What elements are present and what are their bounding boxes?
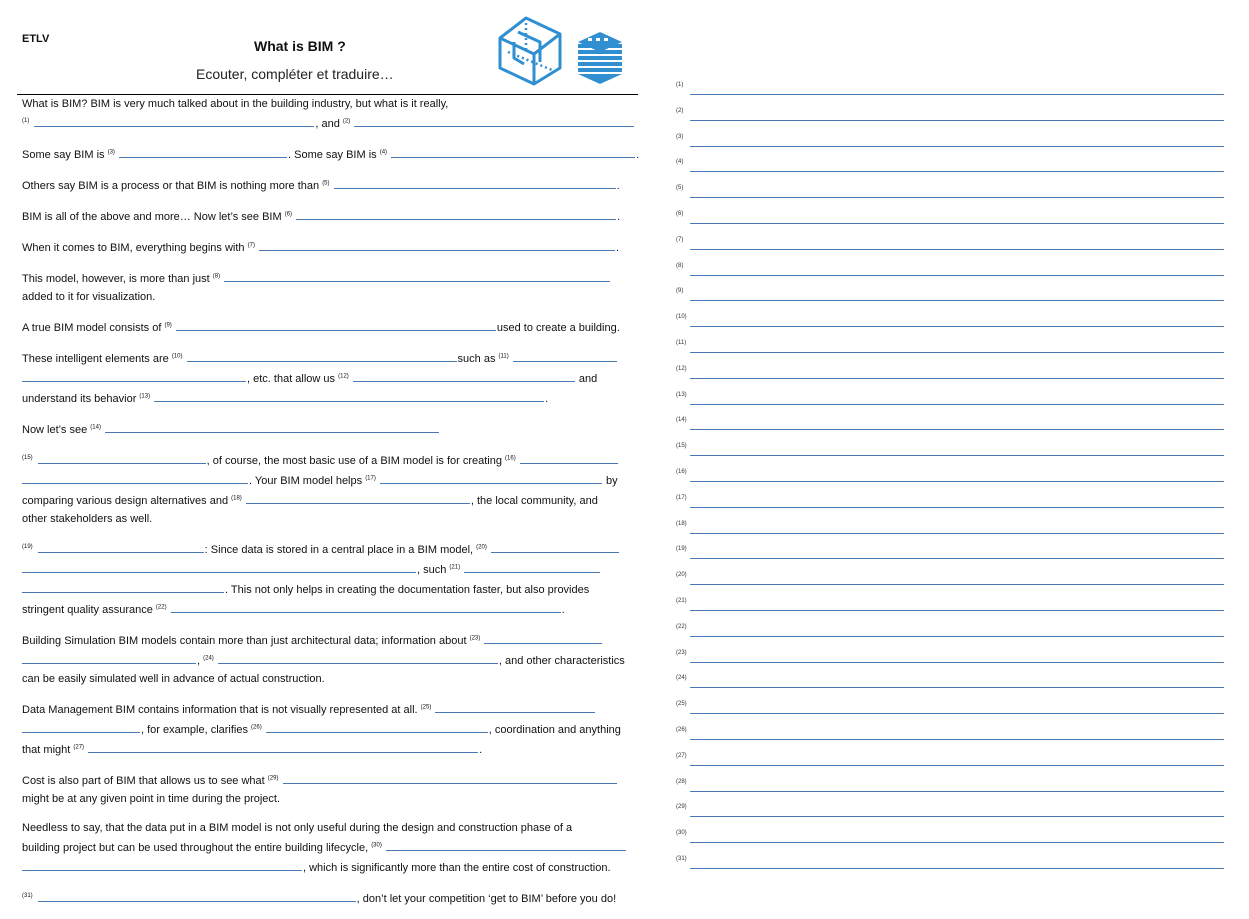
answer-row (676, 132, 1224, 158)
text: . This not only helps in creating the documentation faster, but also provides (225, 584, 590, 596)
answer-number: (30) (676, 830, 687, 837)
text: BIM is all of the above and more… Now let’s see BIM (22, 211, 282, 223)
text: and (578, 373, 598, 385)
blank-number: (14) (90, 424, 101, 431)
answer-number: (2) (676, 107, 684, 114)
paragraph-1 (22, 95, 640, 133)
answer-row (676, 261, 1224, 287)
text: What is BIM? BIM is very much talked about in the building industry, but what is it really, (22, 98, 449, 110)
blank-13[interactable] (154, 388, 544, 402)
blank-number: (22) (155, 604, 167, 611)
blank-22[interactable] (171, 599, 561, 613)
paragraph-7 (22, 317, 640, 337)
blank-10[interactable] (187, 348, 457, 362)
text: Now let’s see (22, 424, 88, 436)
paragraph-11: $^{(19)}$ : Since data is stored in a central place in a BIM model, $^{(20)}$ , such $^{(21)}$ . This not only helps in creating the documentation faster, but also provides stringent quality assurance $^{(22)}$ . (22, 539, 640, 619)
blank-number: (25) (420, 704, 432, 711)
answer-line[interactable] (690, 300, 1224, 301)
text: When it comes to BIM, everything begins with (22, 242, 245, 254)
text: Some say BIM is (22, 149, 105, 161)
answer-number: (9) (676, 288, 684, 295)
answer-row (676, 777, 1224, 803)
answer-number: (16) (676, 468, 687, 475)
text: building project but can be used throughout the entire building lifecycle, (22, 842, 369, 854)
blank-27[interactable] (88, 739, 478, 753)
text: stringent quality assurance (22, 604, 153, 616)
blank-8[interactable] (224, 268, 610, 282)
answer-line[interactable] (690, 739, 1224, 740)
answer-line[interactable] (690, 223, 1224, 224)
answer-row (676, 235, 1224, 261)
blank-3[interactable] (119, 144, 287, 158)
blank-24[interactable] (218, 650, 498, 664)
text: used to create a building. (496, 322, 620, 334)
text: comparing various design alternatives and (22, 495, 229, 507)
paragraph-14 (22, 770, 640, 808)
blank-26[interactable] (266, 719, 488, 733)
text: Cost is also part of BIM that allows us to see what (22, 775, 265, 787)
bim-cube-icon (496, 12, 564, 86)
answer-line[interactable] (690, 507, 1224, 508)
answer-number: (15) (676, 443, 687, 450)
text: , and (315, 118, 340, 130)
bim-layers-icon (574, 30, 626, 86)
text: , of course, the most basic use of a BIM model is for creating (206, 455, 502, 467)
answer-row (676, 183, 1224, 209)
text: This model, however, is more than just (22, 273, 210, 285)
blank-12[interactable] (353, 368, 575, 382)
blank-number: (11) (498, 353, 509, 360)
answer-number: (29) (676, 804, 687, 811)
answer-number: (21) (676, 597, 687, 604)
blank-11-cont[interactable] (22, 368, 246, 382)
blank-16[interactable] (520, 450, 618, 464)
blank-number: (17) (365, 475, 376, 482)
answer-line[interactable] (690, 120, 1224, 121)
answer-number: (18) (676, 520, 687, 527)
paragraph-12: Building Simulation BIM models contain more than just architectural data; information about $^{(23)}$ , $^{(24)}$ , and other characteristics can be easily simulated well in advance of actual construction. (22, 630, 640, 688)
answer-row (676, 441, 1224, 467)
answer-line[interactable] (690, 352, 1224, 353)
answer-number: (26) (676, 726, 687, 733)
text: A true BIM model consists of (22, 322, 162, 334)
school-label: ETLV (22, 33, 50, 45)
answer-line[interactable] (690, 791, 1224, 792)
paragraph-15 (22, 819, 640, 877)
text: other stakeholders as well. (22, 513, 153, 525)
blank-number: (4) (379, 149, 388, 156)
answer-row (676, 286, 1224, 312)
answer-row (676, 673, 1224, 699)
answer-row (676, 312, 1224, 338)
fill-in-text (22, 95, 640, 919)
answer-line[interactable] (690, 275, 1224, 276)
answer-line[interactable] (690, 765, 1224, 766)
answer-line[interactable] (690, 146, 1224, 147)
blank-25-cont[interactable] (22, 719, 140, 733)
text: by (605, 475, 618, 487)
answer-number: (31) (676, 855, 687, 862)
answer-row (676, 106, 1224, 132)
paragraph-9 (22, 419, 640, 439)
answer-number: (11) (676, 339, 687, 346)
text: , which is significantly more than the entire cost of construction. (303, 862, 611, 874)
answer-line[interactable] (690, 610, 1224, 611)
answer-row (676, 570, 1224, 596)
answer-row (676, 467, 1224, 493)
answer-line[interactable] (690, 636, 1224, 637)
blank-30-cont[interactable] (22, 857, 302, 871)
answer-row (676, 338, 1224, 364)
answer-row (676, 622, 1224, 648)
answer-row (676, 544, 1224, 570)
blank-number: (5) (322, 180, 330, 187)
blank-number: (19) (22, 544, 33, 551)
text: might be at any given point in time during the project. (22, 793, 281, 805)
answer-number: (22) (676, 623, 687, 630)
blank-7[interactable] (259, 237, 615, 251)
text: , coordination and anything (488, 724, 621, 736)
answer-line[interactable] (690, 662, 1224, 663)
answer-number: (25) (676, 701, 687, 708)
blank-1[interactable] (34, 113, 314, 127)
blank-11[interactable] (513, 348, 617, 362)
answer-line[interactable] (690, 558, 1224, 559)
answer-number: (3) (676, 133, 684, 140)
answer-line[interactable] (690, 94, 1224, 95)
blank-number: (26) (251, 724, 262, 731)
text: : Since data is stored in a central place in a BIM model, (204, 544, 474, 556)
answer-line[interactable] (690, 249, 1224, 250)
answer-row (676, 699, 1224, 725)
answer-row (676, 157, 1224, 183)
blank-number: (3) (107, 149, 115, 156)
blank-19[interactable] (38, 539, 204, 553)
answer-line[interactable] (690, 713, 1224, 714)
answer-line[interactable] (690, 584, 1224, 585)
blank-number: (13) (139, 393, 151, 400)
text: , don’t let your competition ‘get to BIM’ before you do! (356, 893, 617, 905)
text: added to it for visualization. (22, 291, 156, 303)
text: Needless to say, that the data put in a BIM model is not only useful during the design and construction phase of a (22, 822, 573, 834)
blank-17[interactable] (380, 470, 602, 484)
blank-number: (30) (371, 842, 382, 849)
text: such as (457, 353, 496, 365)
text: , such (417, 564, 447, 576)
blank-number: (29) (267, 775, 279, 782)
blank-number: (15) (22, 455, 33, 462)
blank-25[interactable] (435, 699, 595, 713)
blank-31[interactable] (38, 888, 356, 902)
answer-row (676, 802, 1224, 828)
answer-line[interactable] (690, 171, 1224, 172)
answer-row (676, 854, 1224, 880)
blank-number: (12) (338, 373, 349, 380)
text: understand its behavior (22, 393, 137, 405)
answer-number: (14) (676, 417, 687, 424)
answer-line[interactable] (690, 429, 1224, 430)
answer-row (676, 648, 1224, 674)
answer-line[interactable] (690, 842, 1224, 843)
blank-number: (8) (212, 273, 221, 280)
paragraph-2: Some say BIM is $^{(3)}$ . Some say BIM is $^{(4)}$ . (22, 144, 640, 164)
answer-number: (13) (676, 391, 687, 398)
answer-line[interactable] (690, 455, 1224, 456)
blank-number: (2) (342, 118, 351, 125)
blank-20-cont[interactable] (22, 559, 416, 573)
answer-row (676, 80, 1224, 106)
answer-row (676, 415, 1224, 441)
text: , the local community, and (470, 495, 598, 507)
answer-number: (6) (676, 210, 684, 217)
blank-number: (1) (22, 118, 30, 125)
blank-23-cont[interactable] (22, 650, 196, 664)
answer-line[interactable] (690, 687, 1224, 688)
blank-number: (18) (231, 495, 242, 502)
text: can be easily simulated well in advance of actual construction. (22, 673, 325, 685)
paragraph-4: BIM is all of the above and more… Now let’s see BIM $^{(6)}$ . (22, 206, 640, 226)
answer-row (676, 390, 1224, 416)
answer-number: (28) (676, 778, 687, 785)
answer-line[interactable] (690, 481, 1224, 482)
answer-line[interactable] (690, 816, 1224, 817)
blank-16-cont[interactable] (22, 470, 248, 484)
page-subtitle: Ecouter, compléter et traduire… (196, 66, 394, 82)
answer-line[interactable] (690, 868, 1224, 869)
text: , etc. that allow us (247, 373, 336, 385)
text: , for example, clarifies (141, 724, 248, 736)
answer-row (676, 751, 1224, 777)
answer-number: (19) (676, 546, 687, 553)
answer-line[interactable] (690, 378, 1224, 379)
blank-15[interactable] (38, 450, 206, 464)
blank-number: (10) (171, 353, 183, 360)
answer-number: (5) (676, 185, 684, 192)
blank-number: (23) (469, 635, 481, 642)
answer-row (676, 519, 1224, 545)
answer-lines (676, 80, 1224, 880)
answer-number: (27) (676, 752, 687, 759)
blank-20[interactable] (491, 539, 619, 553)
answer-row (676, 364, 1224, 390)
text: Building Simulation BIM models contain more than just architectural data; information about (22, 635, 467, 647)
answer-number: (12) (676, 365, 687, 372)
blank-9[interactable] (176, 317, 496, 331)
answer-row (676, 828, 1224, 854)
blank-21[interactable] (464, 559, 600, 573)
blank-number: (31) (22, 893, 33, 900)
blank-23[interactable] (484, 630, 602, 644)
text: that might (22, 744, 71, 756)
paragraph-13: Data Management BIM contains information that is not visually represented at all. $^{(25)}$ , for example, clarifies $^{(26)}$ , coordination and anything that might $^{(27)}$ . (22, 699, 640, 759)
text: These intelligent elements are (22, 353, 169, 365)
blank-number: (16) (505, 455, 516, 462)
text: . Some say BIM is (288, 149, 377, 161)
text: Others say BIM is a process or that BIM is nothing more than (22, 180, 320, 192)
answer-line[interactable] (690, 197, 1224, 198)
blank-number: (20) (476, 544, 487, 551)
blank-number: (6) (284, 211, 293, 218)
paragraph-3: Others say BIM is a process or that BIM is nothing more than $^{(5)}$ . (22, 175, 640, 195)
blank-number: (7) (247, 242, 255, 249)
answer-number: (17) (676, 494, 687, 501)
blank-number: (9) (164, 322, 172, 329)
answer-row (676, 725, 1224, 751)
blank-4[interactable] (391, 144, 635, 158)
paragraph-5: When it comes to BIM, everything begins with $^{(7)}$ . (22, 237, 640, 257)
paragraph-16 (22, 888, 640, 908)
blank-29[interactable] (283, 770, 617, 784)
blank-14[interactable] (105, 419, 439, 433)
text: Data Management BIM contains information that is not visually represented at all. (22, 704, 418, 716)
answer-number: (4) (676, 159, 684, 166)
answer-line[interactable] (690, 533, 1224, 534)
answer-number: (23) (676, 649, 687, 656)
text: , and other characteristics (498, 655, 625, 667)
answer-number: (10) (676, 314, 687, 321)
blank-2[interactable] (354, 113, 634, 127)
blank-6[interactable] (296, 206, 616, 220)
answer-number: (7) (676, 236, 684, 243)
paragraph-6 (22, 268, 640, 306)
blank-number: (21) (449, 564, 461, 571)
paragraph-10 (22, 450, 640, 528)
blank-number: (24) (203, 655, 214, 662)
text: . Your BIM model helps (249, 475, 363, 487)
answer-row (676, 209, 1224, 235)
page-title: What is BIM ? (254, 38, 346, 54)
answer-number: (24) (676, 675, 687, 682)
answer-line[interactable] (690, 404, 1224, 405)
blank-21-cont[interactable] (22, 579, 224, 593)
paragraph-8: These intelligent elements are $^{(10)}$ such as $^{(11)}$ , etc. that allow us $^{(12)}$ and understand its behavior $^{(13)}$ . (22, 348, 640, 408)
answer-line[interactable] (690, 326, 1224, 327)
answer-number: (1) (676, 82, 684, 88)
answer-row (676, 493, 1224, 519)
blank-18[interactable] (246, 490, 470, 504)
answer-row (676, 596, 1224, 622)
blank-5[interactable] (334, 175, 616, 189)
answer-number: (8) (676, 262, 684, 269)
blank-number: (27) (73, 744, 85, 751)
blank-30[interactable] (386, 837, 626, 851)
answer-number: (20) (676, 572, 687, 579)
